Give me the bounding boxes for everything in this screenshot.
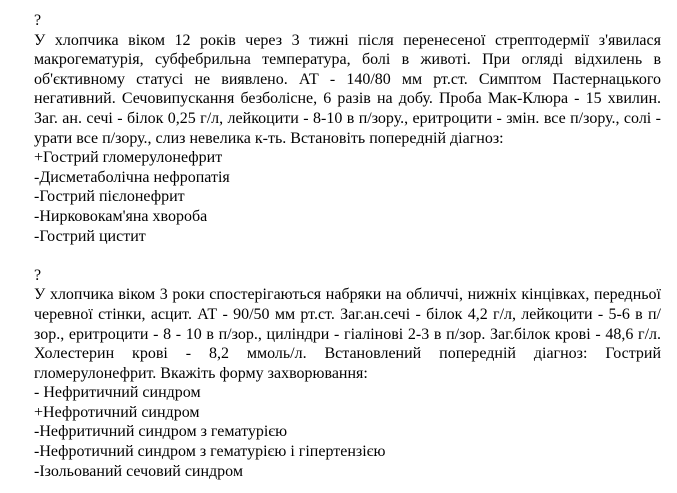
answer-option: -Ізольований сечовий синдром: [34, 462, 243, 480]
question-stem: У хлопчика віком 3 роки спостерігаються набряки на обличчі, нижніх кінцівках, передньої черевної стінки, асцит. АТ - 90/50 мм рт.ст. Заг.ан.сечі - білок 4,2 г/л, лейкоцити - 5-6 в п/зор., еритроцити - 8 - 10 в п/зор., циліндри - гіалінові 2-3 в п/зор. Заг.білок крові - 48,6 г/л. Холестерин крові - 8,2 ммоль/л. Встановлений попередній діагноз: Гострий гломерулонефрит. Вкажіть форму захворювання:: [34, 286, 661, 382]
answer-options: [34, 383, 661, 481]
document-page: [34, 11, 661, 481]
answer-option: -Нефритичний синдром з гематурією: [34, 423, 288, 441]
question-marker: ?: [34, 12, 42, 29]
blank-line: [34, 246, 661, 266]
answer-option: +Нефротичний синдром: [34, 403, 200, 421]
answer-option: - Нефритичний синдром: [34, 384, 201, 402]
answer-option: -Нефротичний синдром з гематурією і гіпертензією: [34, 443, 386, 461]
answer-options: [34, 148, 661, 246]
question-1: [34, 11, 661, 246]
answer-option: -Нирковокам'яна хвороба: [34, 207, 208, 225]
answer-option: -Дисметаболічна нефропатія: [34, 168, 230, 186]
answer-option: +Гострий гломерулонефрит: [34, 149, 223, 167]
question-marker: ?: [34, 266, 42, 284]
answer-option: -Гострий цистит: [34, 227, 146, 245]
question-2: [34, 266, 661, 482]
answer-option: -Гострий пієлонефрит: [34, 188, 185, 206]
question-stem: У хлопчика віком 12 років через 3 тижні після перенесеної стрептодермії з'явилася макрогематурія, субфебрильна температура, болі в животі. При огляді відхилень в об'єктивному статусі не виявлено. АТ - 140/80 мм рт.ст. Симптом Пастернацького негативний. Сечовипускання безболісне, 6 разів на добу. Проба Мак-Клюра - 15 хвилин. Заг. ан. сечі - білок 0,25 г/л, лейкоцити - 8-10 в п/зору., еритроцити - змін. все п/зору., солі - урати все п/зору., слиз невелика к-ть. Встановіть попередній діагноз:: [34, 31, 661, 147]
